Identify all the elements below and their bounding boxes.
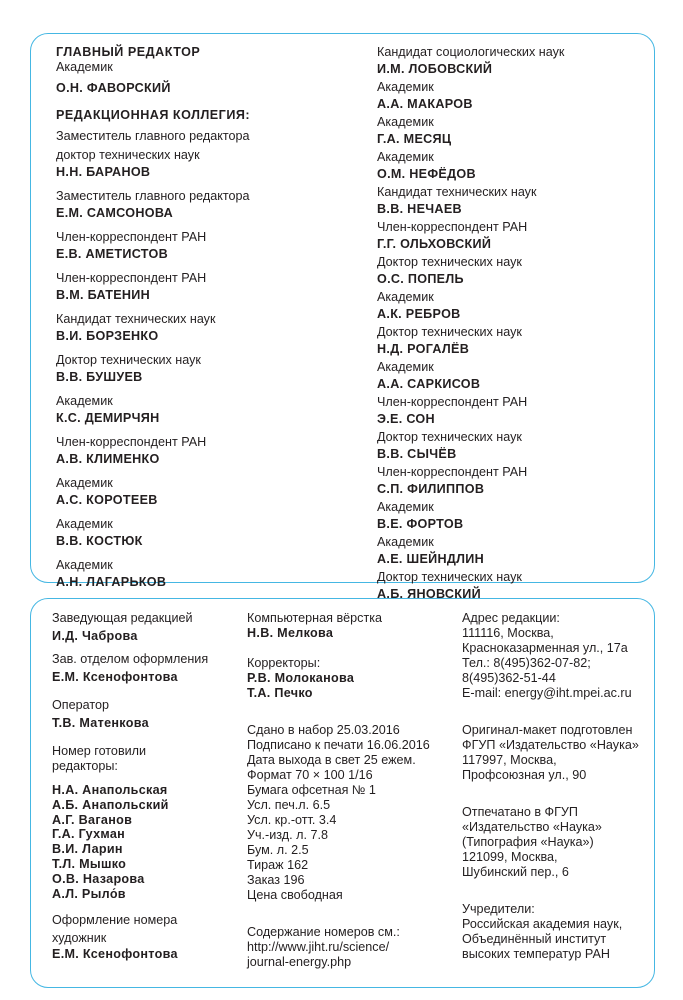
board-member	[377, 325, 647, 357]
contacts-column	[462, 611, 652, 962]
board-member	[56, 517, 356, 549]
operator-title: Оператор	[52, 698, 109, 712]
member-name: А.Е. ШЕЙНДЛИН	[377, 552, 485, 566]
member-title: Член-корреспондент РАН	[56, 435, 207, 449]
board-member	[56, 558, 356, 590]
head-name: И.Д. Чаброва	[52, 629, 138, 643]
member-title: Кандидат технических наук	[377, 185, 537, 199]
member-name: В.В. СЫЧЁВ	[377, 447, 457, 461]
spec-line: Усл. печ.л. 6.5	[247, 798, 331, 812]
board-member	[377, 360, 647, 392]
spec-line: Тираж 162	[247, 858, 309, 872]
board-member	[56, 476, 356, 508]
member-name: В.М. БАТЕНИН	[56, 288, 151, 302]
list-item: Т.Л. Мышко	[52, 856, 127, 871]
contents-link[interactable]: journal-energy.php	[247, 955, 352, 969]
board-member	[377, 185, 647, 217]
issue-editors-list	[52, 783, 232, 901]
issue-design-title-2: художник	[52, 931, 107, 946]
board-member	[56, 230, 356, 262]
member-name: О.С. ПОПЕЛЬ	[377, 272, 464, 286]
list-item: О.В. Назарова	[52, 871, 145, 886]
layout-line: 117997, Москва,	[462, 753, 557, 767]
right-members-list	[377, 45, 647, 602]
spec-line: Подписано к печати 16.06.2016	[247, 738, 430, 752]
printed-at	[462, 805, 652, 880]
board-member	[56, 353, 356, 385]
board-member	[56, 312, 356, 344]
board-member	[377, 535, 647, 567]
board-heading: РЕДАКЦИОННАЯ КОЛЛЕГИЯ:	[56, 108, 251, 122]
member-name: А.А. МАКАРОВ	[377, 97, 473, 111]
spec-line: Бум. л. 2.5	[247, 843, 309, 857]
member-title: Доктор технических наук	[377, 570, 522, 584]
board-member	[377, 220, 647, 252]
founders-line: Объединённый институт	[462, 932, 607, 946]
list-item: В.И. Ларин	[52, 842, 123, 857]
member-name: В.В. БУШУЕВ	[56, 370, 143, 384]
founders-line: высоких температур РАН	[462, 947, 610, 961]
phone-line: Тел.: 8(495)362-07-82;	[462, 656, 591, 670]
spec-line: Уч.-изд. л. 7.8	[247, 828, 328, 842]
design-title: Зав. отделом оформления	[52, 652, 209, 666]
board-member	[377, 395, 647, 427]
board-member	[377, 255, 647, 287]
spec-line: Бумага офсетная № 1	[247, 783, 376, 797]
board-left-column	[56, 45, 356, 590]
member-title: Кандидат технических наук	[56, 312, 216, 326]
board-member	[377, 45, 647, 77]
member-title: Академик	[56, 558, 113, 572]
member-title: Академик	[377, 535, 434, 549]
member-name: К.С. ДЕМИРЧЯН	[56, 411, 160, 425]
member-name: В.В. НЕЧАЕВ	[377, 202, 462, 216]
board-member	[56, 435, 356, 467]
member-name: О.М. НЕФЁДОВ	[377, 167, 476, 181]
contents-line: Содержание номеров см.:	[247, 925, 400, 939]
staff-column	[52, 611, 232, 962]
editorial-address	[462, 611, 652, 701]
proof-name: Т.А. Печко	[247, 686, 313, 700]
operator-name: Т.В. Матенкова	[52, 716, 149, 730]
board-member	[56, 271, 356, 303]
founders-line: Российская академия наук,	[462, 917, 623, 931]
member-title: Академик	[56, 394, 113, 408]
board-member	[56, 189, 356, 221]
member-name: Г.А. МЕСЯЦ	[377, 132, 452, 146]
board-member	[377, 150, 647, 182]
founders-line: Учредители:	[462, 902, 535, 916]
email-line[interactable]: E-mail: energy@iht.mpei.ac.ru	[462, 686, 632, 700]
layout-line: Оригинал-макет подготовлен	[462, 723, 633, 737]
spec-line: Заказ 196	[247, 873, 305, 887]
board-member	[377, 430, 647, 462]
layout-line: ФГУП «Издательство «Наука»	[462, 738, 639, 752]
member-title: Доктор технических наук	[56, 353, 201, 367]
member-title: Академик	[56, 517, 113, 531]
layout-title: Компьютерная вёрстка	[247, 611, 383, 625]
member-name: Е.М. САМСОНОВА	[56, 206, 173, 220]
layout-prepared	[462, 723, 652, 783]
member-title: Заместитель главного редактора	[56, 189, 250, 203]
left-members-list	[56, 129, 356, 590]
spec-line: Усл. кр.-отт. 3.4	[247, 813, 337, 827]
head-title: Заведующая редакцией	[52, 611, 193, 625]
member-name: Э.Е. СОН	[377, 412, 435, 426]
member-title: Академик	[377, 115, 434, 129]
chief-name: О.Н. ФАВОРСКИЙ	[56, 81, 171, 95]
board-member	[377, 290, 647, 322]
chief-title: Академик	[56, 60, 113, 74]
board-member	[377, 570, 647, 602]
spec-line: Сдано в набор 25.03.2016	[247, 723, 400, 737]
member-title: Академик	[56, 476, 113, 490]
member-title: Академик	[377, 80, 434, 94]
contents-note	[247, 925, 447, 970]
issue-design-title: Оформление номера	[52, 913, 178, 928]
spec-line: Формат 70 × 100 1/16	[247, 768, 373, 782]
member-title: Доктор технических наук	[377, 255, 522, 269]
member-name: В.И. БОРЗЕНКО	[56, 329, 159, 343]
layout-line: Профсоюзная ул., 90	[462, 768, 587, 782]
member-name: Г.Г. ОЛЬХОВСКИЙ	[377, 237, 492, 251]
chief-heading: ГЛАВНЫЙ РЕДАКТОР	[56, 45, 201, 59]
board-member	[377, 500, 647, 532]
spec-line: Цена свободная	[247, 888, 343, 902]
address-line: Адрес редакции:	[462, 611, 560, 625]
member-title: Член-корреспондент РАН	[56, 230, 207, 244]
proof-name: Р.В. Молоканова	[247, 671, 355, 685]
member-name: И.М. ЛОБОВСКИЙ	[377, 62, 493, 76]
member-name: А.А. САРКИСОВ	[377, 377, 481, 391]
member-title: Академик	[377, 150, 434, 164]
print-line: (Типография «Наука»)	[462, 835, 594, 849]
member-title: доктор технических наук	[56, 148, 200, 162]
list-item: Г.А. Гухман	[52, 827, 126, 842]
member-title: Доктор технических наук	[377, 430, 522, 444]
print-line: 121099, Москва,	[462, 850, 558, 864]
member-name: Н.Д. РОГАЛЁВ	[377, 342, 470, 356]
member-title: Кандидат социологических наук	[377, 45, 565, 59]
member-title: Член-корреспондент РАН	[56, 271, 207, 285]
board-member	[377, 115, 647, 147]
issue-editors-title: Номер готовили	[52, 744, 147, 758]
production-column	[247, 611, 447, 970]
board-member	[377, 80, 647, 112]
spec-line: Дата выхода в свет 25 ежем.	[247, 753, 416, 767]
address-line: 111116, Москва,	[462, 626, 554, 640]
contents-link[interactable]: http://www.jiht.ru/science/	[247, 940, 390, 954]
issue-design-name: Е.М. Ксенофонтова	[52, 947, 178, 962]
list-item: А.Л. Рыло́в	[52, 886, 126, 901]
member-name: В.В. КОСТЮК	[56, 534, 143, 548]
phone-line: 8(495)362-51-44	[462, 671, 556, 685]
member-title: Доктор технических наук	[377, 325, 522, 339]
member-name: Е.В. АМЕТИСТОВ	[56, 247, 168, 261]
board-right-column	[377, 45, 647, 602]
list-item: Н.А. Анапольская	[52, 783, 168, 797]
member-title: Член-корреспондент РАН	[377, 220, 528, 234]
list-item: А.Б. Анапольский	[52, 797, 169, 812]
member-name: А.К. РЕБРОВ	[377, 307, 461, 321]
design-name: Е.М. Ксенофонтова	[52, 670, 178, 684]
member-title: Академик	[377, 360, 434, 374]
member-name: Н.Н. БАРАНОВ	[56, 165, 151, 179]
founders	[462, 902, 652, 962]
member-name: А.Н. ЛАГАРЬКОВ	[56, 575, 167, 589]
print-line: Шубинский пер., 6	[462, 865, 569, 879]
member-name: В.Е. ФОРТОВ	[377, 517, 464, 531]
print-specs	[247, 723, 447, 903]
member-name: А.Б. ЯНОВСКИЙ	[377, 587, 481, 601]
board-member	[377, 465, 647, 497]
list-item: А.Г. Ваганов	[52, 812, 133, 827]
issue-editors-title-2: редакторы:	[52, 759, 118, 773]
member-title: Академик	[377, 290, 434, 304]
member-title: Заместитель главного редактора	[56, 129, 250, 143]
member-title: Член-корреспондент РАН	[377, 465, 528, 479]
member-name: А.С. КОРОТЕЕВ	[56, 493, 158, 507]
member-name: С.П. ФИЛИППОВ	[377, 482, 485, 496]
board-member	[56, 394, 356, 426]
print-line: Отпечатано в ФГУП	[462, 805, 578, 819]
board-member	[56, 129, 356, 180]
member-title: Член-корреспондент РАН	[377, 395, 528, 409]
address-line: Красноказарменная ул., 17а	[462, 641, 628, 655]
layout-name: Н.В. Мелкова	[247, 626, 334, 640]
proof-title: Корректоры:	[247, 656, 321, 670]
print-line: «Издательство «Наука»	[462, 820, 602, 834]
member-name: А.В. КЛИМЕНКО	[56, 452, 160, 466]
member-title: Академик	[377, 500, 434, 514]
